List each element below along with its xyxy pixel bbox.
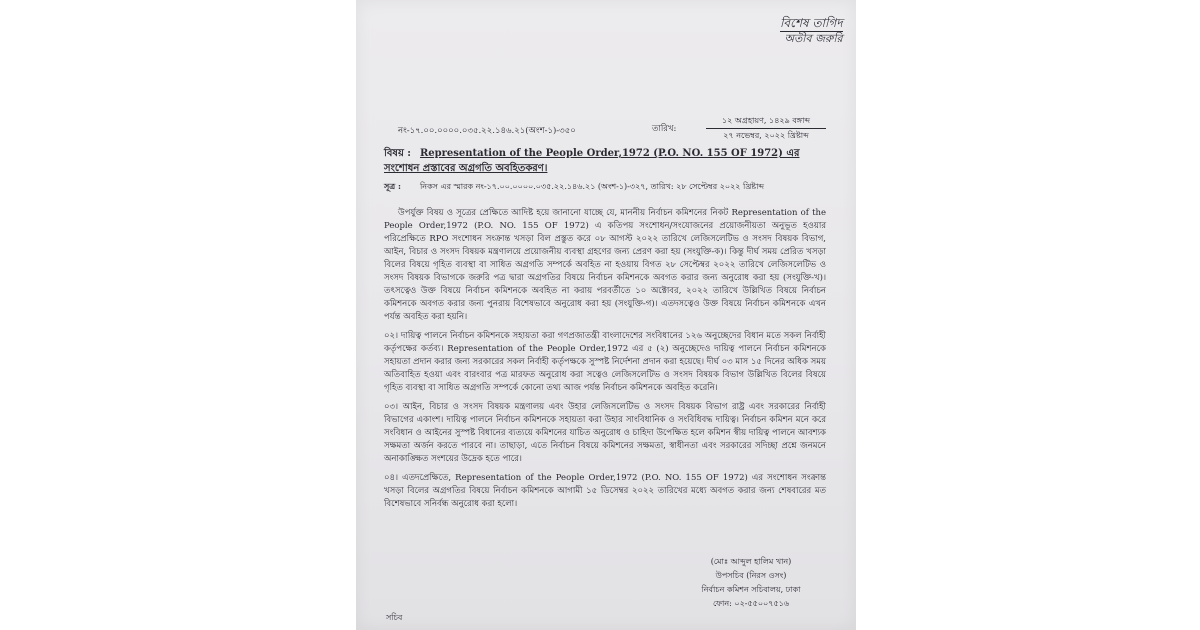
signature-block — [656, 555, 846, 611]
subject-label: বিষয় : — [384, 148, 412, 159]
priority-line-urgent: অতীব জরুরি — [784, 32, 843, 45]
subject-text: Representation of the People Order,1972 (P.O. NO. 155 OF 1972) এর সংশোধন প্রস্তাবের অগ্রগতি অবহিতকরণ। — [384, 148, 800, 174]
paragraph-1: উপর্যুক্ত বিষয় ও সূত্রের প্রেক্ষিতে আদিষ্ট হয়ে জানানো যাচ্ছে যে, মাননীয় নির্বাচন কমিশনের নিকট Representation of the People Order,1972 (P.O. NO. 155 OF 1972) এ কতিপয় সংশোধন/সংযোজনের প্রয়োজনীয়তা অনুভূত হওয়ার পরিপ্রেক্ষিতে RPO সংশোধন সংক্রান্ত খসড়া বিল প্রস্তুত করে ০৮ আগস্ট ২০২২ তারিখে লেজিসলেটিভ ও সংসদ বিষয়ক বিভাগ, আইন, বিচার ও সংসদ বিষয়ক মন্ত্রণালয়ে প্রয়োজনীয় ব্যবস্থা গ্রহণের জন্য প্রেরণ করা হয় (সংযুক্তি-ক)। কিন্তু দীর্ঘ সময় প্রেরিত খসড়া বিলের বিষয়ে গৃহিত ব্যবস্থা বা সাধিত অগ্রগতি সম্পর্কে অবহিত না হওয়ায় বিগত ২৮ সেপ্টেম্বর ২০২২ তারিখে লেজিসলেটিভ ও সংসদ বিষয়ক বিভাগকে জরুরি পত্র দ্বারা অগ্রগতির বিষয়ে নির্বাচন কমিশনকে অবগত করার জন্য অনুরোধ করা হয় (সংযুক্তি-খ)। তৎসত্বেও উক্ত বিষয়ে নির্বাচন কমিশনকে অবহিত না করায় পরবর্তীতে ১০ অক্টোবর, ২০২২ তারিখে উল্লিখিত বিষয়ে নির্বাচন কমিশনকে অবগত করার জন্য পুনরায় বিশেষভাবে অনুরোধ করা হয় (সংযুক্তি-গ)। এতদসত্বেও উক্ত বিষয়ে নির্বাচন কমিশনকে এখন পর্যন্ত অবহিত করা হয়নি। — [384, 208, 826, 322]
subject-line — [384, 146, 826, 176]
date-label: তারিখ: — [652, 124, 677, 134]
recipient-label: সচিব — [386, 613, 403, 622]
reference-text: নিকস এর স্মারক নং-১৭.০০.০০০০.০৩৫.২২.১৪৬.২১ (অংশ-১)-৩২৭, তারিখ: ২৮ সেপ্টেম্বর ২০২২ খ্রিষ্টাব্দ — [420, 182, 765, 191]
signer-phone: ফোন: ০২-৫৫০০৭৫১৬ — [712, 599, 790, 608]
signer-office: নির্বাচন কমিশন সচিবালয়, ঢাকা — [701, 585, 801, 594]
paragraph-2: ০২। দায়িত্ব পালনে নির্বাচন কমিশনকে সহায়তা করা গণপ্রজাতন্ত্রী বাংলাদেশের সংবিধানের ১২৬ অনুচ্ছেদের বিধান মতে সকল নির্বাহী কর্তৃপক্ষের কর্তব্য। Representation of the People Order,1972 এর ৫ (২) অনুচ্ছেদেও দায়িত্ব পালনে নির্বাচন কমিশনকে সহায়তা প্রদান করার জন্য সরকারের সকল নির্বাহী কর্তৃপক্ষকে সুস্পষ্ট নির্দেশনা প্রদান করা হয়েছে। দীর্ঘ ০৩ মাস ১৫ দিনের অধিক সময় অতিবাহিত হওয়া এবং বারংবার পত্র মারফত অনুরোধ করা সত্বেও লেজিসলেটিভ ও সংসদ বিষয়ক বিভাগ উল্লিখিত বিলের বিষয়ে গৃহিত ব্যবস্থা বা সাধিত অগ্রগতি সম্পর্কে কোনো তথ্য আজ পর্যন্ত নির্বাচন কমিশনকে অবহিত করেনি। — [384, 331, 826, 393]
paragraph-4: ০৪। এতদপ্রেক্ষিতে, Representation of the People Order,1972 (P.O. NO. 155 OF 1972) এর সংশোধন সংক্রান্ত খসড়া বিলের অগ্রগতির বিষয়ে নির্বাচন কমিশনকে আগামী ১৫ ডিসেম্বর ২০২২ তারিখের মধ্যে অবগত করার জন্য শেষবারের মত বিশেষভাবে সনির্বন্ধ অনুরোধ করা হলো। — [384, 473, 826, 509]
letter-page — [356, 0, 856, 630]
priority-stamp — [780, 16, 843, 46]
signer-designation: উপসচিব (নিরস ওসং) — [715, 571, 787, 580]
date-block — [706, 114, 826, 143]
signer-name: (মোঃ আব্দুল হালিম খান) — [710, 557, 792, 566]
memo-number: নং-১৭.০০.০০০০.০৩৫.২২.১৪৬.২১(অংশ-১)-৩৫০ — [398, 126, 576, 136]
letter-body — [384, 207, 826, 517]
reference-label: সূত্র : — [384, 181, 401, 191]
paragraph-3: ০৩। আইন, বিচার ও সংসদ বিষয়ক মন্ত্রণালয় এবং উহার লেজিসলেটিভ ও সংসদ বিষয়ক বিভাগ রাষ্ট্র এবং সরকারের নির্বাহী বিভাগের একাংশ। দায়িত্ব পালনে নির্বাচন কমিশনকে সহায়তা করা উহার সাংবিধানিক ও সংবিধিবদ্ধ দায়িত্ব। নির্বাচন কমিশন মনে করে সংবিধান ও আইনের সুস্পষ্ট বিধানের ব্যত্যয়ে কমিশনের যাচিত অনুরোধ ও চাহিদা উপেক্ষিত হলে কমিশন স্বীয় দায়িত্ব পালনে আবশ্যক সক্ষমতা অর্জন করতে পারবে না। তাছাড়া, এতে নির্বাচন বিষয়ে কমিশনের সক্ষমতা, স্বাধীনতা এবং সরকারের সদিচ্ছা প্রশ্নে জনমনে অনাকাঙ্ক্ষিত সংশয়ের উদ্রেক হতে পারে। — [384, 402, 826, 464]
date-bangla: ১২ অগ্রহায়ণ, ১৪২৯ বঙ্গাব্দ — [706, 114, 826, 129]
priority-line-special: বিশেষ তাগিদ — [780, 16, 843, 30]
date-english: ২৭ নভেম্বর, ২০২২ খ্রিষ্টাব্দ — [723, 131, 809, 140]
reference-line — [384, 180, 826, 193]
